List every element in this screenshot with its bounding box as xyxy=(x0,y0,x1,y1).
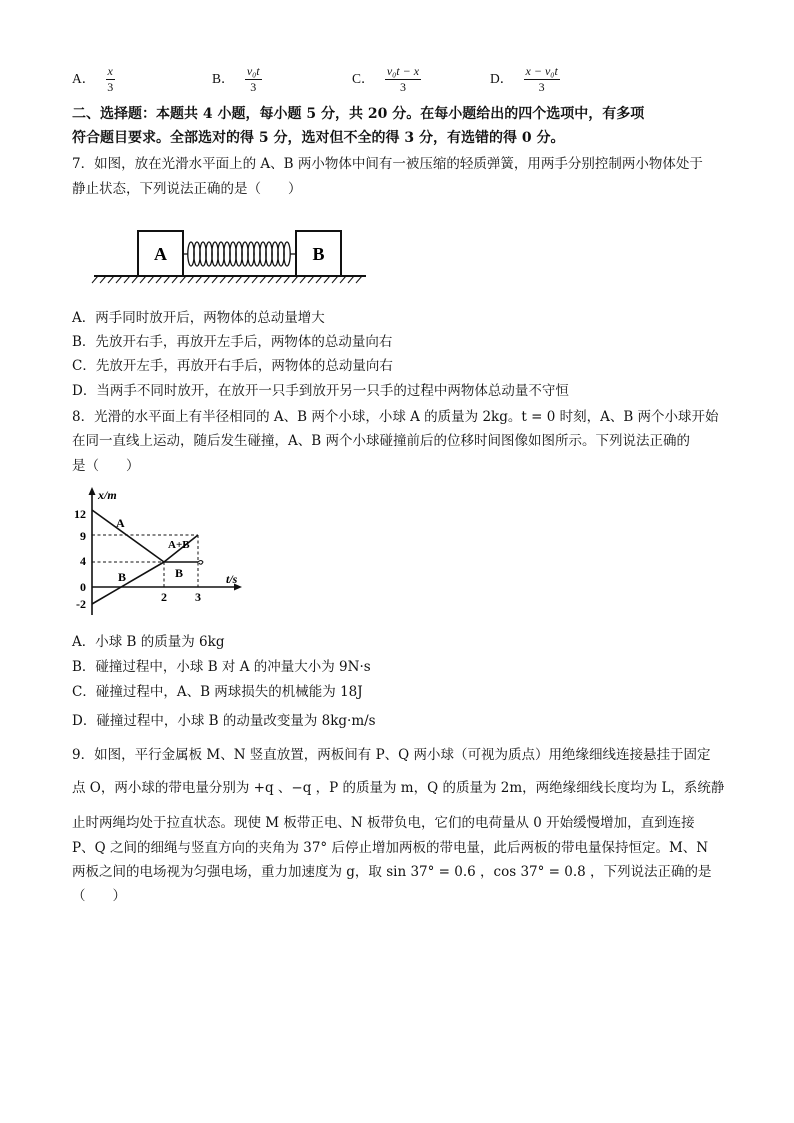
q6-option-a xyxy=(72,64,115,95)
q9-stem-line2: 点 O，两小球的带电量分别为 +q 、−q ，P 的质量为 m，Q 的质量为 2m，两绝缘细线长度均为 L，系统静 xyxy=(72,780,725,796)
block-a-label: A xyxy=(154,244,167,264)
x-axis-label: t/s xyxy=(226,572,238,586)
y-axis-arrow xyxy=(89,487,96,495)
label-b-after: B xyxy=(175,566,184,580)
fraction: $\frac{\text{x − v₀t}}{3}$ xyxy=(525,64,558,94)
block-b-label: B xyxy=(312,244,325,264)
q7-figure-spring-blocks xyxy=(90,225,370,295)
x-tick-label: 3 xyxy=(195,590,201,604)
y-axis-label: x/m xyxy=(98,488,117,502)
q7-option-a: A．两手同时放开后，两物体的总动量增大 xyxy=(72,310,325,326)
label-b: B xyxy=(118,570,127,584)
option-label: C． xyxy=(352,71,375,86)
label-a: A xyxy=(116,516,125,530)
fraction: $\frac{\text{v₀t}}{3}$ xyxy=(246,64,260,94)
y-tick-label: 0 xyxy=(80,580,86,594)
q9-stem-line5: 两板之间的电场视为匀强电场，重力加速度为 g，取 sin 37° = 0.6 ，cos 37° = 0.8 ，下列说法正确的是 xyxy=(72,864,712,880)
q7-stem-line1: 7．如图，放在光滑水平面上的 A、B 两小物体中间有一被压缩的轻质弹簧，用两手分别控制两小物体处于 xyxy=(72,156,703,172)
q8-option-b: B．碰撞过程中，小球 B 对 A 的冲量大小为 9N·s xyxy=(72,659,371,675)
q9-stem-line3: 止时两绳均处于拉直状态。现使 M 板带正电、N 板带负电，它们的电荷量从 0 开始缓慢增加，直到连接 xyxy=(72,815,695,831)
curl-mark xyxy=(198,561,203,565)
compressed-spring xyxy=(183,242,296,266)
q8-option-c: C．碰撞过程中，A、B 两球损失的机械能为 18J xyxy=(72,684,363,700)
option-label: A． xyxy=(72,71,96,86)
fraction: $\frac{x}{3}$ xyxy=(107,64,114,94)
y-tick-label: -2 xyxy=(76,597,86,611)
q8-stem-line1: 8．光滑的水平面上有半径相同的 A、B 两个小球，小球 A 的质量为 2kg。t = 0 时刻，A、B 两个小球开始 xyxy=(72,409,719,425)
q8-stem-line3: 是（ ） xyxy=(72,458,140,474)
label-a-plus-b: A+B xyxy=(168,539,190,551)
line-b-before xyxy=(92,562,164,604)
x-tick-label: 2 xyxy=(161,590,167,604)
q7-option-b: B．先放开右手，再放开左手后，两物体的总动量向右 xyxy=(72,334,393,350)
q8-xt-graph xyxy=(70,485,290,625)
q6-option-d xyxy=(490,64,560,95)
q9-stem-line6: （ ） xyxy=(72,888,126,904)
q7-option-c: C．先放开左手，再放开右手后，两物体的总动量向右 xyxy=(72,358,393,374)
q6-option-b xyxy=(212,64,262,95)
q7-option-d: D．当两手不同时放开，在放开一只手到放开另一只手的过程中两物体总动量不守恒 xyxy=(72,383,569,399)
option-label: D． xyxy=(490,71,514,86)
q8-option-a: A．小球 B 的质量为 6kg xyxy=(72,634,225,650)
section-heading-line2: 符合题目要求。全部选对的得 5 分，选对但不全的得 3 分，有选错的得 0 分。 xyxy=(72,130,565,146)
q8-stem-line2: 在同一直线上运动，随后发生碰撞，A、B 两个小球碰撞前后的位移时间图像如图所示。下列说法正确的 xyxy=(72,433,690,449)
y-tick-label: 4 xyxy=(80,554,86,568)
option-label: B． xyxy=(212,71,235,86)
q9-stem-line4: P、Q 之间的细绳与竖直方向的夹角为 37° 后停止增加两板的带电量，此后两板的带电量保持恒定。M、N xyxy=(72,840,709,856)
ground-hatching xyxy=(92,276,362,283)
y-tick-label: 12 xyxy=(74,507,86,521)
y-tick-label: 9 xyxy=(80,529,86,543)
q9-stem-line1: 9．如图，平行金属板 M、N 竖直放置，两板间有 P、Q 两小球（可视为质点）用绝缘细线连接悬挂于固定 xyxy=(72,747,711,763)
q8-option-d: D．碰撞过程中，小球 B 的动量改变量为 8kg·m/s xyxy=(72,713,376,729)
line-a-before xyxy=(92,510,164,562)
fraction: $\frac{\text{v₀t − x}}{3}$ xyxy=(386,64,420,94)
section-heading-line1: 二、选择题：本题共 4 小题，每小题 5 分，共 20 分。在每小题给出的四个选项中，有多项 xyxy=(72,106,645,122)
q7-stem-line2: 静止状态，下列说法正确的是（ ） xyxy=(72,181,302,197)
q6-option-c xyxy=(352,64,421,95)
